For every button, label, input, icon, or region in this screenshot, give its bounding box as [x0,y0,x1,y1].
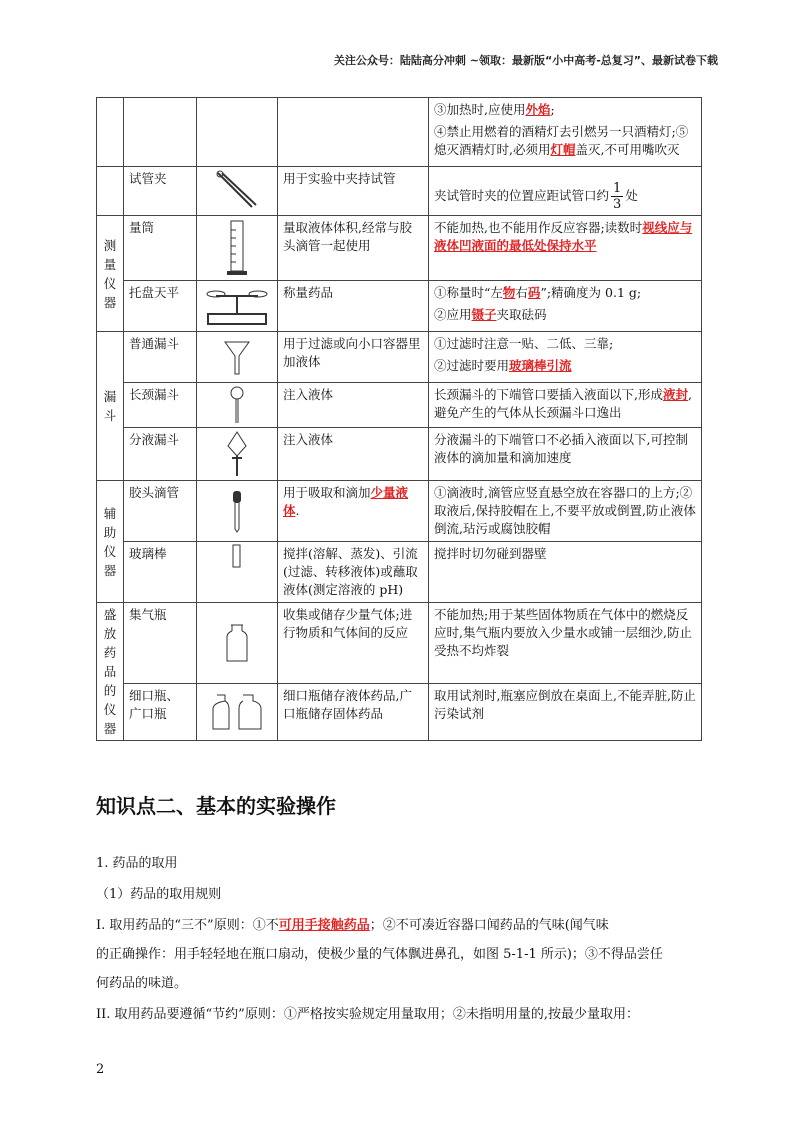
graduated-cylinder-icon [197,216,278,281]
table-row: 辅 助 仪 器 胶头滴管 用于吸取和滴加少量液体. ①滴液时,滴管应竖直悬空放在容器口的上方;②取液后,保持胶帽在上,不要平放或倒置,防止液体倒流,玷污或腐蚀胶帽 [97,481,702,542]
table-row: 试管夹 用于实验中夹持试管 夹试管时夹的位置应距试管口约 $\frac{1}{3}$ 处 [97,167,702,216]
paragraph: 何药品的味道。 [96,976,188,991]
category-measure: 测 量 仪 器 [97,216,124,332]
paragraph: 的正确操作：用手轻轻地在瓶口扇动，使极少量的气体飘进鼻孔，如图 5-1-1 所示)；③不得品尝任 [96,947,663,962]
section-title: 知识点二、基本的实验操作 [96,794,336,818]
table-row: 测 量 仪 器 量筒 量取液体体积,经常与胶头滴管一起使用 不能加热,也不能用作反应容器;读数时视线应与液体凹液面的最低处保持水平 [97,216,702,281]
use-cell [278,98,429,167]
paragraph: I. 取用药品的“三不”原则：①不可用手接触药品；②不可凑近容器口闻药品的气味(闻气味 [96,918,609,933]
category-funnel: 漏 斗 [97,332,124,481]
table-row: 玻璃棒 搅拌(溶解、蒸发)、引流(过滤、转移液体)或蘸取液体(测定溶液的 pH) 搅拌时切勿碰到器壁 [97,542,702,603]
table-row: 盛 放 药 品 的 仪 器 集气瓶 收集或储存少量气体;进行物质和气体间的反应 不能加热;用于某些固体物质在气体中的燃烧反应时,集气瓶内要放入少量水或铺一层细沙,防止受热不均炸裂 [97,603,702,684]
paragraph: （1）药品的取用规则 [96,887,222,902]
table-row [97,98,702,167]
gas-jar-icon [197,603,278,684]
page-header: 关注公众号：陆陆高分冲刺 ~领取：最新版“小中高考-总复习”、最新试卷下载 [333,54,718,67]
test-tube-holder-icon [197,167,278,216]
paragraph: 1. 药品的取用 [96,856,178,871]
long-neck-funnel-icon [197,383,278,428]
note-cell: ③加热时,应使用外焰; ④禁止用燃着的酒精灯去引燃另一只酒精灯;⑤熄灭酒精灯时,必须用灯帽盖灭,不可用嘴吹灭 [429,98,702,167]
page-number: 2 [96,1062,105,1077]
dropper-icon [197,481,278,542]
table-row: 细口瓶、广口瓶 细口瓶储存液体药品,广口瓶储存固体药品 取用试剂时,瓶塞应倒放在桌面上,不能弄脏,防止污染试剂 [97,683,702,740]
table-row: 漏 斗 普通漏斗 用于过滤或向小口容器里加液体 ①过滤时注意一贴、二低、三靠; ②过滤时要用玻璃棒引流 [97,332,702,383]
category-cell [97,98,124,167]
table-row: 托盘天平 称量药品 ①称量时“左物右码”;精确度为 0.1 g; ②应用镊子夹取砝码 [97,281,702,332]
name-cell [124,98,197,167]
table-row: 长颈漏斗 注入液体 长颈漏斗的下端管口要插入液面以下,形成液封,避免产生的气体从长颈漏斗口逸出 [97,383,702,428]
balance-icon [197,281,278,332]
paragraph: II. 取用药品要遵循“节约”原则：①严格按实验规定用量取用；②未指明用量的,按最少量取用： [96,1007,639,1022]
funnel-icon [197,332,278,383]
glass-rod-icon [197,542,278,603]
category-auxiliary: 辅 助 仪 器 [97,481,124,603]
instrument-table [96,97,702,741]
separatory-funnel-icon [197,428,278,481]
category-storage: 盛 放 药 品 的 仪 器 [97,603,124,741]
reagent-bottles-icon [197,683,278,740]
image-cell [197,98,278,167]
table-row: 分液漏斗 注入液体 分液漏斗的下端管口不必插入液面以下,可控制液体的滴加量和滴加速度 [97,428,702,481]
